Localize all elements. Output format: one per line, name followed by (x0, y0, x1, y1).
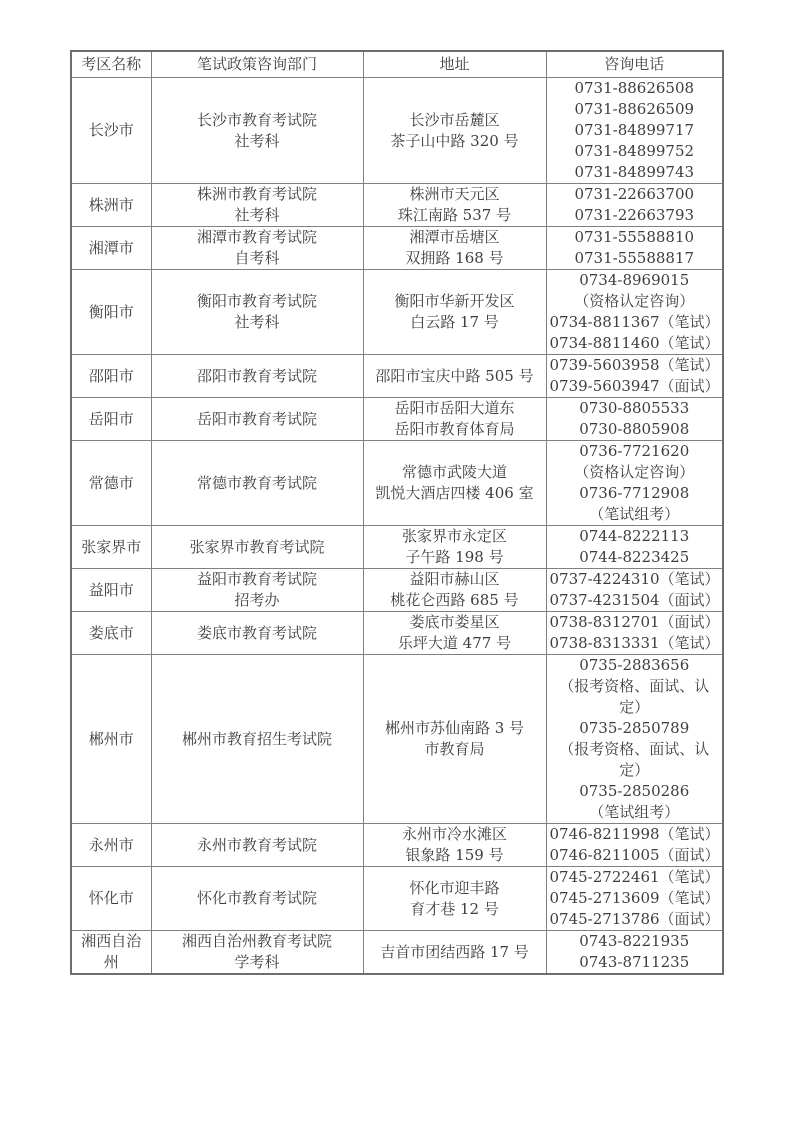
cell-line: 0731-88626508 (574, 79, 695, 97)
cell-line: （笔试组考） (589, 505, 680, 523)
address-cell (363, 867, 546, 931)
cell-line: 娄底市 (88, 623, 134, 642)
department-cell (151, 931, 363, 975)
cell-line: 市教育局 (424, 740, 485, 758)
table-row (71, 931, 723, 975)
address-cell (363, 270, 546, 355)
cell-line: 育才巷 12 号 (410, 899, 499, 918)
region-cell (71, 526, 151, 569)
phone-cell (546, 569, 723, 612)
department-cell (151, 612, 363, 655)
cell-line: 郴州市教育招生考试院 (181, 729, 332, 748)
phone-cell (546, 227, 723, 270)
address-cell (363, 441, 546, 526)
cell-line: 0745-2722461（笔试） (549, 868, 720, 886)
cell-line: 株洲市教育考试院 (196, 185, 317, 203)
cell-line: 0731-88626509 (574, 100, 695, 118)
cell-line: 张家界市教育考试院 (189, 537, 325, 556)
header-address: 地址 (363, 51, 546, 78)
cell-line: 0731-84899717 (574, 121, 695, 139)
cell-line: （笔试组考） (589, 803, 680, 821)
cell-line: 湘潭市 (88, 238, 134, 257)
cell-line: 0735-2883656 (579, 656, 690, 674)
cell-line: 长沙市 (88, 121, 134, 139)
cell-line: 0735-2850286 (579, 782, 690, 800)
department-cell (151, 355, 363, 398)
cell-line: 0738-8313331（笔试） (549, 634, 720, 652)
cell-line: 0737-4231504（面试） (549, 591, 720, 609)
cell-line: 0736-7721620 (579, 442, 690, 460)
cell-line: 社考科 (234, 206, 280, 224)
cell-line: 长沙市岳麓区 (409, 110, 500, 129)
cell-line: 学考科 (234, 953, 280, 971)
header-department: 笔试政策咨询部门 (151, 51, 363, 78)
phone-cell (546, 270, 723, 355)
cell-line: 永州市冷水滩区 (401, 825, 507, 843)
cell-line: 桃花仑西路 685 号 (390, 591, 519, 609)
cell-line: 常德市教育考试院 (196, 473, 317, 492)
department-cell (151, 78, 363, 184)
table-row (71, 270, 723, 355)
region-cell (71, 184, 151, 227)
region-cell (71, 569, 151, 612)
cell-line: 白云路 17 号 (410, 313, 499, 331)
cell-line: 社考科 (234, 313, 280, 331)
cell-line: 株洲市天元区 (409, 185, 500, 203)
address-cell (363, 355, 546, 398)
cell-line: 常德市 (88, 473, 134, 492)
phone-cell (546, 355, 723, 398)
cell-line: 长沙市教育考试院 (196, 110, 317, 129)
region-cell (71, 867, 151, 931)
table-row (71, 227, 723, 270)
cell-line: 0743-8711235 (579, 953, 690, 971)
phone-cell (546, 867, 723, 931)
cell-line: 张家界市永定区 (401, 527, 507, 545)
phone-cell (546, 526, 723, 569)
cell-line: 0731-55588817 (574, 249, 695, 267)
address-cell (363, 824, 546, 867)
department-cell (151, 867, 363, 931)
region-cell (71, 227, 151, 270)
cell-line: 怀化市教育考试院 (196, 889, 317, 907)
table-row (71, 824, 723, 867)
cell-line: 0734-8811367（笔试） (549, 313, 720, 331)
cell-line: 株洲市 (88, 195, 134, 214)
header-row (71, 51, 723, 78)
address-cell (363, 78, 546, 184)
phone-cell (546, 655, 723, 824)
cell-line: 娄底市娄星区 (409, 613, 500, 631)
cell-line: 社考科 (234, 131, 280, 150)
table-header (71, 51, 723, 78)
address-cell (363, 526, 546, 569)
cell-line: 0731-22663700 (574, 185, 695, 203)
region-cell (71, 612, 151, 655)
exam-region-contact-table (70, 50, 724, 975)
header-region: 考区名称 (71, 51, 151, 78)
cell-line: 邵阳市 (88, 366, 134, 385)
cell-line: 凯悦大酒店四楼 406 室 (375, 484, 534, 502)
cell-line: 吉首市团结西路 17 号 (380, 942, 529, 961)
cell-line: 0735-2850789 (579, 719, 690, 737)
table-row (71, 526, 723, 569)
cell-line: 娄底市教育考试院 (196, 623, 317, 642)
cell-line: 珠江南路 537 号 (397, 206, 512, 224)
cell-line: 0731-84899752 (574, 142, 695, 160)
table-row (71, 355, 723, 398)
department-cell (151, 184, 363, 227)
cell-line: 0746-8211998（笔试） (549, 825, 720, 843)
cell-line: 0734-8811460（笔试） (549, 334, 720, 352)
cell-line: （报考资格、面试、认定） (559, 677, 710, 716)
department-cell (151, 270, 363, 355)
phone-cell (546, 184, 723, 227)
department-cell (151, 655, 363, 824)
cell-line: 茶子山中路 320 号 (390, 131, 519, 150)
cell-line: 0731-84899743 (574, 163, 695, 181)
cell-line: 益阳市赫山区 (409, 570, 500, 588)
region-cell (71, 441, 151, 526)
cell-line: 0739-5603958（笔试） (549, 356, 720, 374)
cell-line: 岳阳市教育体育局 (394, 420, 515, 438)
department-cell (151, 824, 363, 867)
cell-line: 招考办 (234, 591, 280, 609)
cell-line: 0744-8223425 (579, 548, 690, 566)
region-cell (71, 931, 151, 975)
cell-line: （资格认定咨询） (574, 292, 695, 310)
cell-line: 0743-8221935 (579, 932, 690, 950)
cell-line: 岳阳市岳阳大道东 (394, 399, 515, 417)
table-row (71, 184, 723, 227)
cell-line: 邵阳市宝庆中路 505 号 (375, 366, 534, 385)
cell-line: （资格认定咨询） (574, 463, 695, 481)
table-row (71, 612, 723, 655)
table-row (71, 441, 723, 526)
department-cell (151, 227, 363, 270)
cell-line: 子午路 198 号 (405, 548, 504, 566)
cell-line: 常德市武陵大道 (401, 463, 507, 481)
phone-cell (546, 78, 723, 184)
cell-line: 湘西自治州 (81, 932, 142, 971)
cell-line: 0730-8805533 (579, 399, 690, 417)
cell-line: 0736-7712908 (579, 484, 690, 502)
region-cell (71, 78, 151, 184)
address-cell (363, 184, 546, 227)
cell-line: 岳阳市教育考试院 (196, 409, 317, 428)
phone-cell (546, 441, 723, 526)
cell-line: 衡阳市 (88, 302, 134, 321)
cell-line: 张家界市 (81, 537, 142, 556)
region-cell (71, 270, 151, 355)
address-cell (363, 612, 546, 655)
table-row (71, 78, 723, 184)
cell-line: 衡阳市华新开发区 (394, 292, 515, 310)
phone-cell (546, 931, 723, 975)
cell-line: （报考资格、面试、认定） (559, 740, 710, 779)
cell-line: 0745-2713786（面试） (549, 910, 720, 928)
table-row (71, 569, 723, 612)
department-cell (151, 569, 363, 612)
cell-line: 岳阳市 (88, 409, 134, 428)
cell-line: 0737-4224310（笔试） (549, 570, 720, 588)
address-cell (363, 931, 546, 975)
cell-line: 银象路 159 号 (405, 846, 504, 864)
cell-line: 0731-22663793 (574, 206, 695, 224)
region-cell (71, 355, 151, 398)
address-cell (363, 655, 546, 824)
cell-line: 怀化市迎丰路 (409, 878, 500, 897)
table-row (71, 398, 723, 441)
cell-line: 湘潭市教育考试院 (196, 228, 317, 246)
cell-line: 郴州市 (88, 729, 134, 748)
cell-line: 0746-8211005（面试） (549, 846, 720, 864)
cell-line: 湘西自治州教育考试院 (181, 932, 332, 950)
cell-line: 0730-8805908 (579, 420, 690, 438)
region-cell (71, 824, 151, 867)
table-row (71, 655, 723, 824)
address-cell (363, 227, 546, 270)
phone-cell (546, 824, 723, 867)
cell-line: 0744-8222113 (579, 527, 690, 545)
cell-line: 永州市 (88, 835, 134, 854)
cell-line: 自考科 (234, 249, 280, 267)
phone-cell (546, 612, 723, 655)
address-cell (363, 569, 546, 612)
cell-line: 0734-8969015 (579, 271, 690, 289)
phone-cell (546, 398, 723, 441)
address-cell (363, 398, 546, 441)
cell-line: 0745-2713609（笔试） (549, 889, 720, 907)
cell-line: 0738-8312701（面试） (549, 613, 720, 631)
cell-line: 0731-55588810 (574, 228, 695, 246)
region-cell (71, 655, 151, 824)
department-cell (151, 441, 363, 526)
cell-line: 衡阳市教育考试院 (196, 292, 317, 310)
cell-line: 湘潭市岳塘区 (409, 228, 500, 246)
cell-line: 永州市教育考试院 (196, 835, 317, 854)
cell-line: 怀化市 (88, 889, 134, 907)
header-phone: 咨询电话 (546, 51, 723, 78)
cell-line: 乐坪大道 477 号 (397, 634, 512, 652)
cell-line: 郴州市苏仙南路 3 号 (384, 719, 525, 737)
cell-line: 益阳市教育考试院 (196, 570, 317, 588)
table-body (71, 78, 723, 975)
table-row (71, 867, 723, 931)
cell-line: 双拥路 168 号 (405, 249, 504, 267)
cell-line: 益阳市 (88, 580, 134, 599)
department-cell (151, 398, 363, 441)
cell-line: 0739-5603947（面试） (549, 377, 720, 395)
region-cell (71, 398, 151, 441)
cell-line: 邵阳市教育考试院 (196, 366, 317, 385)
department-cell (151, 526, 363, 569)
